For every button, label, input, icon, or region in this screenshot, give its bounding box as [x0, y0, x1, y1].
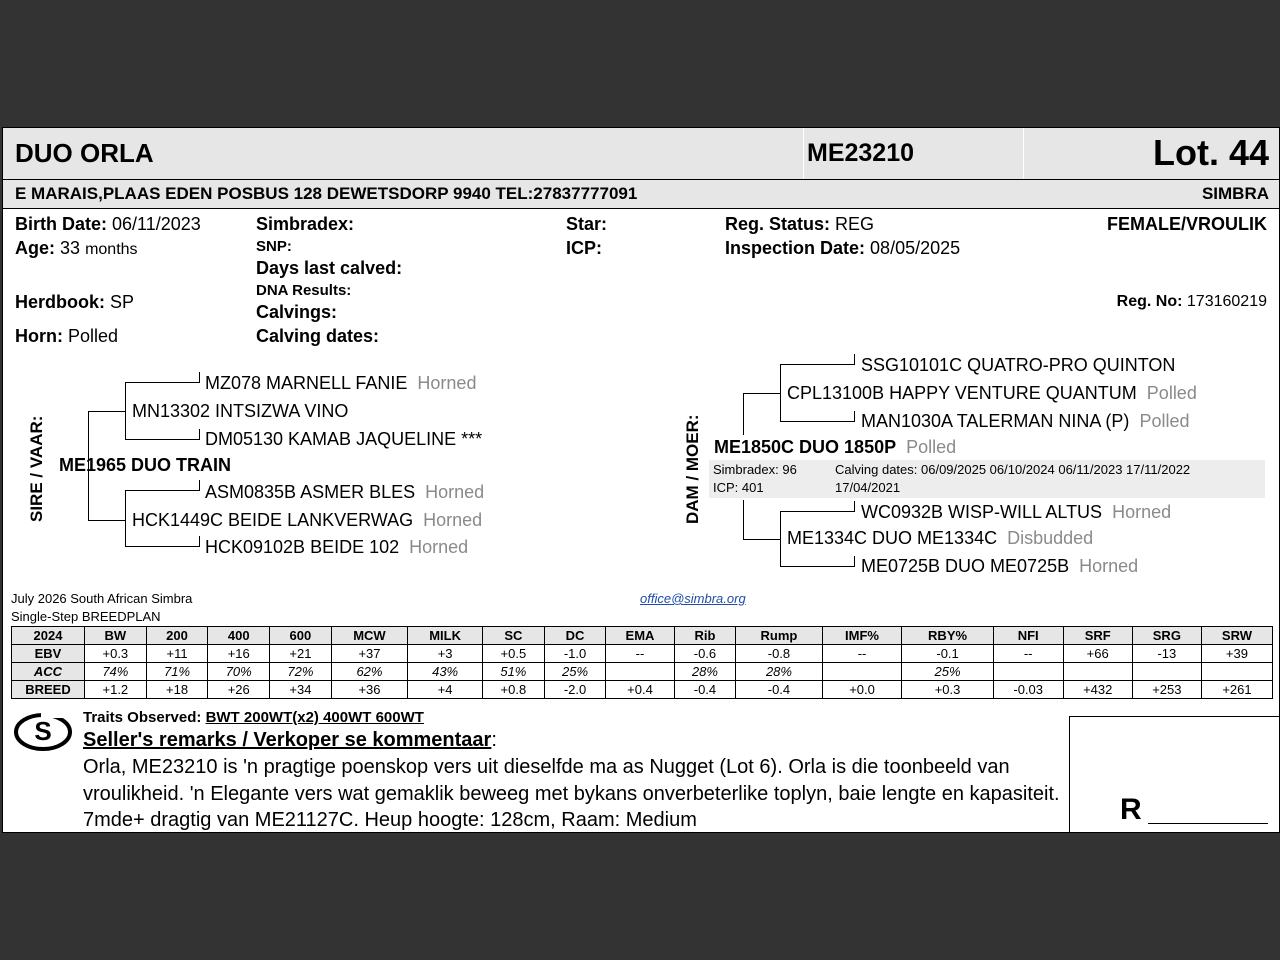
table-header: 200 [146, 627, 208, 645]
table-cell: +21 [270, 645, 332, 663]
table-header: MILK [408, 627, 483, 645]
table-cell: +0.4 [606, 681, 674, 699]
dam-sire: CPL13100B HAPPY VENTURE QUANTUM Polled [787, 383, 1197, 403]
dam-icp: ICP: 401 [713, 480, 764, 495]
days-last-calved-label: Days last calved: [256, 258, 403, 278]
table-cell: +34 [270, 681, 332, 699]
table-cell: 71% [146, 663, 208, 681]
email-link[interactable]: office@simbra.org [640, 591, 746, 606]
table-cell [993, 663, 1063, 681]
table-cell: +432 [1063, 681, 1132, 699]
table-header: Rump [736, 627, 822, 645]
table-cell: +39 [1201, 645, 1272, 663]
registration-number: ME23210 [807, 139, 915, 167]
traits-observed: Traits Observed: BWT 200WT(x2) 400WT 600WT [83, 709, 424, 726]
price-box [1069, 716, 1280, 833]
table-cell: +0.8 [483, 681, 545, 699]
table-header: DC [544, 627, 606, 645]
birth-date: Birth Date: 06/11/2023 [15, 214, 201, 234]
sire-dam-sire: ASM0835B ASMER BLES Horned [205, 482, 485, 502]
dam-dam: ME1334C DUO ME1334C Disbudded [787, 528, 1094, 548]
owner-details: E MARAIS,PLAAS EDEN POSBUS 128 DEWETSDORP 9940 TEL:27837777091 [15, 184, 638, 203]
table-cell [606, 663, 674, 681]
dam-sire-dam: MAN1030A TALERMAN NINA (P) Polled [861, 411, 1190, 431]
evaluation-line-1: July 2026 South African Simbra [11, 591, 193, 606]
table-header-row [12, 627, 1273, 645]
table-cell: BREED [12, 681, 85, 699]
snp-label: SNP: [256, 238, 292, 255]
table-header: RBY% [902, 627, 993, 645]
table-cell: -13 [1132, 645, 1201, 663]
price-line [1148, 823, 1268, 824]
table-cell: 28% [674, 663, 736, 681]
table-cell: +3 [408, 645, 483, 663]
age: Age: 33 months [15, 238, 138, 258]
logo-letter: S [34, 716, 52, 746]
simbradex-label: Simbradex: [256, 214, 355, 234]
table-header: SRW [1201, 627, 1272, 645]
table-cell: +0.5 [483, 645, 545, 663]
table-cell: +37 [331, 645, 407, 663]
table-cell: +261 [1201, 681, 1272, 699]
table-cell: -0.4 [674, 681, 736, 699]
table-cell: -0.8 [736, 645, 822, 663]
table-cell: 51% [483, 663, 545, 681]
table-cell: +0.3 [85, 645, 147, 663]
table-cell: -0.6 [674, 645, 736, 663]
table-header: 400 [208, 627, 270, 645]
dam-sire-sire: SSG10101C QUATRO-PRO QUINTON [861, 355, 1176, 375]
horn-status: Horn: Polled [15, 326, 119, 346]
table-cell: 70% [208, 663, 270, 681]
table-cell: +0.3 [902, 681, 993, 699]
dam-info-box [709, 460, 1265, 498]
simbra-logo [13, 706, 73, 754]
table-cell: +16 [208, 645, 270, 663]
table-cell: +1.2 [85, 681, 147, 699]
header-bar [3, 128, 1280, 180]
table-header: IMF% [822, 627, 902, 645]
table-cell: -2.0 [544, 681, 606, 699]
dam-dam-sire: WC0932B WISP-WILL ALTUS Horned [861, 502, 1172, 522]
breed-name: SIMBRA [1201, 184, 1269, 203]
table-row-acc [12, 663, 1273, 681]
table-cell: +18 [146, 681, 208, 699]
remarks-heading: Seller's remarks / Verkoper se kommentaar: [83, 729, 497, 751]
sire-side-label: SIRE / VAAR: [27, 415, 46, 522]
table-cell: 28% [736, 663, 822, 681]
table-header: 600 [270, 627, 332, 645]
table-header: MCW [331, 627, 407, 645]
table-cell: +36 [331, 681, 407, 699]
table-cell: 72% [270, 663, 332, 681]
table-cell: -1.0 [544, 645, 606, 663]
table-cell [1063, 663, 1132, 681]
table-cell: 25% [544, 663, 606, 681]
icp-label: ICP: [566, 238, 602, 258]
table-row-breed [12, 681, 1273, 699]
dam-calving-dates-2: 17/04/2021 [835, 480, 901, 495]
table-header: SRF [1063, 627, 1132, 645]
ebv-table [11, 626, 1273, 699]
calving-dates-label: Calving dates: [256, 326, 380, 346]
table-cell: EBV [12, 645, 85, 663]
table-cell [1132, 663, 1201, 681]
table-header: SRG [1132, 627, 1201, 645]
table-cell: -0.1 [902, 645, 993, 663]
table-cell [822, 663, 902, 681]
animal-name: DUO ORLA [15, 138, 154, 168]
table-cell: +0.0 [822, 681, 902, 699]
dam-name: ME1850C DUO 1850P Polled [714, 437, 957, 457]
table-cell: 43% [408, 663, 483, 681]
table-header: SC [483, 627, 545, 645]
remarks-text: Orla, ME23210 is 'n pragtige poenskop vers uit dieselfde ma as Nugget (Lot 6). Orla is die toonbeeld van vroulikheid. 'n Elegante vers wat gemaklik beweeg met bykans onverbeterlike toplyn, baie lengte en kapasiteit. 7mde+ dragtig van ME21127C. Heup hoogte: 128cm, Raam: Medium [83, 756, 1060, 831]
sire-name: ME1965 DUO TRAIN [59, 455, 232, 475]
table-header: NFI [993, 627, 1063, 645]
table-cell [1201, 663, 1272, 681]
table-cell: +11 [146, 645, 208, 663]
table-cell: -0.03 [993, 681, 1063, 699]
dna-results-label: DNA Results: [256, 282, 352, 299]
herdbook: Herdbook: SP [15, 292, 135, 312]
sire-dam: HCK1449C BEIDE LANKVERWAG Horned [132, 510, 483, 530]
table-cell: -0.4 [736, 681, 822, 699]
calvings-label: Calvings: [256, 302, 338, 322]
sire-sire-sire: MZ078 MARNELL FANIE Horned [205, 373, 477, 393]
table-row-ebv [12, 645, 1273, 663]
table-cell: 74% [85, 663, 147, 681]
table-cell: +66 [1063, 645, 1132, 663]
sire-sire: MN13302 INTSIZWA VINO [132, 401, 349, 421]
dam-calving-dates: Calving dates: 06/09/2025 06/10/2024 06/11/2023 17/11/2022 [835, 462, 1191, 477]
dam-simbradex: Simbradex: 96 [713, 462, 797, 477]
sire-dam-dam: HCK09102B BEIDE 102 Horned [205, 537, 469, 557]
dam-side-label: DAM / MOER: [683, 414, 702, 524]
table-header: Rib [674, 627, 736, 645]
table-header: 2024 [12, 627, 85, 645]
owner-bar [3, 180, 1280, 209]
table-cell: 62% [331, 663, 407, 681]
evaluation-line-2: Single-Step BREEDPLAN [11, 609, 161, 624]
table-cell: -- [606, 645, 674, 663]
table-cell: +4 [408, 681, 483, 699]
sex: FEMALE/VROULIK [1107, 214, 1267, 234]
sire-sire-dam: DM05130 KAMAB JAQUELINE *** [205, 429, 483, 449]
reg-status: Reg. Status: REG [725, 214, 875, 234]
table-header: EMA [606, 627, 674, 645]
table-cell: 25% [902, 663, 993, 681]
table-cell: +26 [208, 681, 270, 699]
price-label: R [1120, 793, 1142, 826]
reg-no: Reg. No: 173160219 [1116, 293, 1267, 310]
lot-number: Lot. 44 [1152, 132, 1269, 173]
table-cell: ACC [12, 663, 85, 681]
table-cell: -- [993, 645, 1063, 663]
dam-dam-dam: ME0725B DUO ME0725B Horned [861, 556, 1139, 576]
table-header: BW [85, 627, 147, 645]
table-cell: +253 [1132, 681, 1201, 699]
lot-card [2, 127, 1280, 833]
star-label: Star: [566, 214, 608, 234]
table-cell: -- [822, 645, 902, 663]
inspection-date: Inspection Date: 08/05/2025 [725, 238, 961, 258]
